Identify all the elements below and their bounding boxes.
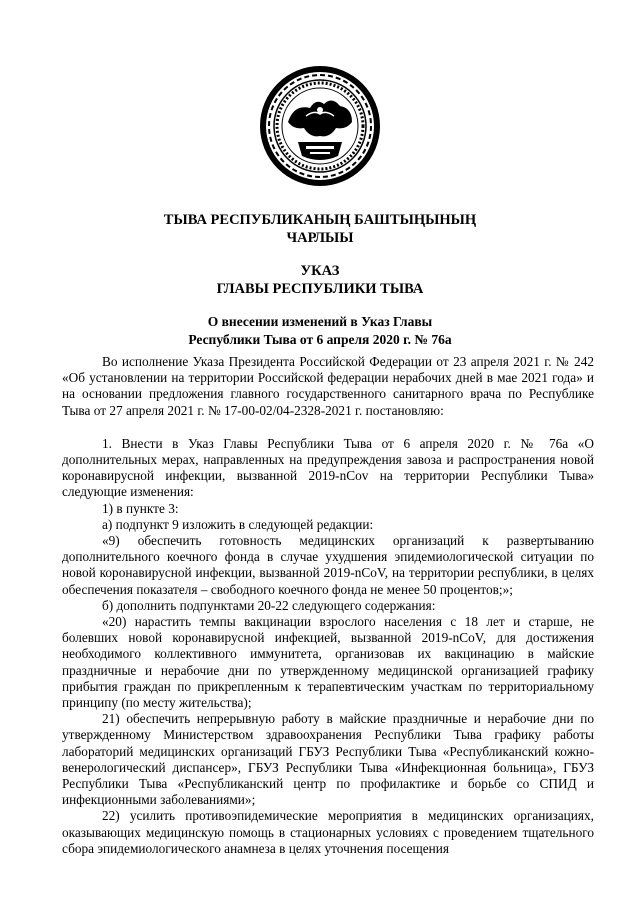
paragraph-item-b: б) дополнить подпунктами 20-22 следующего содержания: <box>102 597 436 613</box>
paragraph-subitem-9: «9) обеспечить готовность медицинских организаций к развертыванию дополнительного коечного фонда в случае ухудшения эпидемиологической ситуации по новой коронавирусной инфекции, вызванной 2019-nCoV, на территории республики, в целях обеспечения показателя – свободного коечного фонда не менее 50 процентов;»; <box>62 533 594 597</box>
document-subject-line-2: Республики Тыва от 6 апреля 2020 г. № 76а <box>188 332 452 347</box>
document-body <box>62 354 594 857</box>
document-subject-line-1: О внесении изменений в Указ Главы <box>207 314 433 329</box>
paragraph-item-1: 1) в пункте 3: <box>102 500 179 516</box>
paragraph-1: 1. Внести в Указ Главы Республики Тыва от 6 апреля 2020 г. № 76а «О дополнительных мерах, направленных на предупреждения завоза и распространения новой коронавирусной инфекции, вызванной 2019-nCov на территории Республики Тыва» следующие изменения: <box>62 435 594 500</box>
paragraph-item-a: а) подпункт 9 изложить в следующей редакции: <box>102 516 374 532</box>
issuing-authority-line-2: ЧАРЛЫЫ <box>286 230 354 246</box>
document-subject <box>60 313 580 349</box>
document-type-line-2: ГЛАВЫ РЕСПУБЛИКИ ТЫВА <box>216 281 424 297</box>
issuing-authority-line-1: ТЫВА РЕСПУБЛИКАНЫҢ БАШТЫҢЫНЫҢ <box>163 212 477 228</box>
paragraph-subitem-22: 22) усилить противоэпидемические мероприятия в медицинских организациях, оказывающих медицинскую помощь в стационарных условиях с проведением тщательного сбора эпидемиологического анамнеза в целях уточнения посещения <box>62 808 594 856</box>
paragraph-subitem-20: «20) нарастить темпы вакцинации взрослого населения с 18 лет и старше, не болевших новой коронавирусной инфекцией, вызванной 2019-nCoV, для достижения необходимого коллективного иммунитета, организовав их вакцинацию в майские праздничные и нерабочие дни по утвержденному медицинской организацией графику прибытия граждан по прикрепленным к терапевтическим участкам по территориальному принципу (по месту жительства); <box>62 614 594 711</box>
coat-of-arms-emblem <box>258 64 382 188</box>
paragraph-subitem-21: 21) обеспечить непрерывную работу в майские праздничные и нерабочие дни по утвержденному Министерством здравоохранения Республики Тыва графику работы лабораторий медицинских организаций ГБУЗ Республики Тыва «Республиканский кожно-венерологический диспансер», ГБУЗ Республики Тыва «Инфекционная больница», ГБУЗ Республики Тыва «Республиканский центр по профилактике и борьбе со СПИД и инфекционными заболеваниями»; <box>62 711 594 808</box>
document-type-line-1: УКАЗ <box>300 263 340 279</box>
issuing-authority-title <box>60 211 580 247</box>
document-type-title <box>60 262 580 298</box>
preamble-paragraph: Во исполнение Указа Президента Российской Федерации от 23 апреля 2021 г. № 242 «Об установлении на территории Российской федерации нерабочих дней в мае 2021 года» и на основании предложения главного государственного санитарного врача по Республике Тыва от 27 апреля 2021 г. № 17-00-02/04-2328-2021 г. постановляю: <box>62 354 594 418</box>
